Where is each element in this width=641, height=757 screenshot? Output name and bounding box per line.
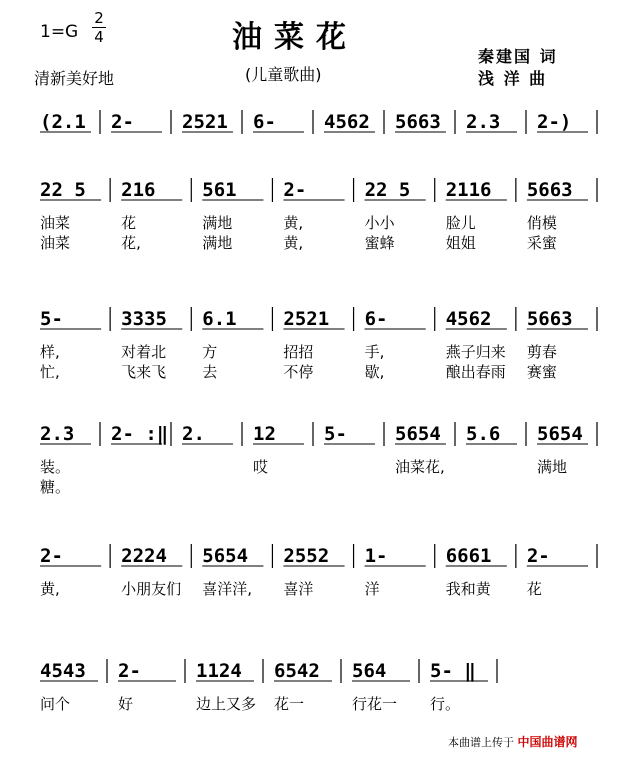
song-subtitle: (儿童歌曲) <box>245 65 322 84</box>
measure-notes: 2552 <box>283 545 330 567</box>
lyric-syllables: 糖。 <box>40 478 71 496</box>
lyric-syllables: 喜洋洋, <box>202 580 253 598</box>
key-signature: 1=G <box>40 22 79 42</box>
measure-notes: 5- ‖ <box>430 660 476 682</box>
measure-notes: 2.3 <box>466 111 501 133</box>
lyric-syllables: 问个 <box>40 695 71 713</box>
lyric-syllables: 花一 <box>274 695 305 713</box>
measure-notes: 2- <box>118 660 141 682</box>
lyric-syllables: 黄, <box>283 214 304 232</box>
measure-notes: 2521 <box>182 111 228 133</box>
upload-footer <box>448 733 578 750</box>
measure-notes: 12 <box>253 423 276 445</box>
lyric-syllables: 我和黄 <box>445 580 491 598</box>
measure-notes: 2-) <box>537 111 572 133</box>
measure-notes: 4543 <box>40 660 86 682</box>
lyric-syllables: 行。 <box>430 695 461 713</box>
lyric-syllables: 行花一 <box>352 695 398 713</box>
lyric-syllables: 燕子归来 <box>445 343 506 361</box>
lyric-syllables: 采蜜 <box>526 234 557 252</box>
lyric-syllables: 油菜 <box>40 234 71 252</box>
lyric-syllables: 花 <box>526 580 542 598</box>
meter-bottom: 4 <box>94 28 104 46</box>
measure-notes: 2. <box>182 423 205 445</box>
measure-notes: 2- <box>40 545 63 567</box>
lyric-syllables: 黄, <box>283 234 304 252</box>
measure-notes: 6.1 <box>202 308 237 330</box>
measure-notes: 2224 <box>121 545 167 567</box>
lyric-syllables: 满地 <box>202 214 233 232</box>
measure-notes: 22 5 <box>364 179 411 201</box>
measure-notes: 4562 <box>324 111 370 133</box>
measure-notes: 2- <box>283 179 307 201</box>
lyric-syllables: 蜜蜂 <box>364 234 395 252</box>
composer-credit: 浅 洋 曲 <box>478 69 548 88</box>
measure-notes: 22 5 <box>40 179 86 201</box>
lyric-syllables: 油菜花, <box>395 458 445 476</box>
lyric-syllables: 小小 <box>364 214 395 232</box>
footer-site-logo: 中国曲谱网 <box>517 735 578 749</box>
measure-notes: 2- <box>111 111 134 133</box>
lyric-syllables: 酿出春雨 <box>445 363 506 381</box>
measure-notes: 5654 <box>537 423 583 445</box>
measure-notes: 216 <box>121 179 156 201</box>
measure-notes: 2116 <box>445 179 492 201</box>
measure-notes: 1- <box>364 545 388 567</box>
measure-notes: 5.6 <box>466 423 501 445</box>
measure-notes: 2- <box>526 545 550 567</box>
lyricist-credit: 秦建国 词 <box>478 47 558 66</box>
lyric-syllables: 黄, <box>40 580 60 598</box>
measure-notes: (2.1 <box>40 111 86 133</box>
measure-notes: 5- <box>40 308 63 330</box>
measure-notes: 5654 <box>202 545 249 567</box>
lyric-syllables: 装。 <box>40 458 71 476</box>
lyric-syllables: 飞来飞 <box>121 363 167 381</box>
lyric-syllables: 不停 <box>283 363 314 381</box>
lyric-syllables: 赛蜜 <box>526 363 557 381</box>
measure-notes: 6- <box>253 111 276 133</box>
lyric-syllables: 油菜 <box>40 214 71 232</box>
measure-notes: 6- <box>364 308 388 330</box>
lyric-syllables: 姐姐 <box>445 234 476 252</box>
lyric-syllables: 好 <box>118 695 134 713</box>
measure-notes: 2.3 <box>40 423 75 445</box>
measure-notes: 4562 <box>445 308 492 330</box>
measure-notes: 5654 <box>395 423 441 445</box>
lyric-syllables: 小朋友们 <box>121 580 182 598</box>
lyric-syllables: 洋 <box>364 580 380 598</box>
lyric-syllables: 忙, <box>40 363 60 381</box>
lyric-syllables: 俏模 <box>526 214 557 232</box>
measure-notes: 5663 <box>526 179 573 201</box>
song-title: 油菜花 <box>232 20 358 55</box>
measure-notes: 564 <box>352 660 387 682</box>
measure-notes: 5663 <box>395 111 441 133</box>
meter-top: 2 <box>94 9 104 27</box>
tempo-marking: 清新美好地 <box>34 69 115 88</box>
lyric-syllables: 对着北 <box>121 343 167 361</box>
measure-notes: 6661 <box>445 545 492 567</box>
measure-notes: 3335 <box>121 308 167 330</box>
footer-label: 本曲谱上传于 <box>448 736 514 749</box>
lyric-syllables: 花 <box>121 214 137 232</box>
lyric-syllables: 哎 <box>253 458 269 476</box>
lyric-syllables: 样, <box>40 343 60 361</box>
measure-notes: 5663 <box>526 308 573 330</box>
lyric-syllables: 方 <box>202 343 218 361</box>
measure-notes: 2521 <box>283 308 330 330</box>
lyric-syllables: 满地 <box>202 234 233 252</box>
measure-notes: 1124 <box>196 660 242 682</box>
measure-notes: 2- :‖ <box>111 423 169 445</box>
measure-notes: 561 <box>202 179 237 201</box>
lyric-syllables: 歇, <box>364 363 385 381</box>
lyric-syllables: 脸儿 <box>445 214 476 232</box>
lyric-syllables: 手, <box>364 343 385 361</box>
lyric-syllables: 招招 <box>283 343 314 361</box>
lyric-syllables: 去 <box>202 363 218 381</box>
measure-notes: 6542 <box>274 660 320 682</box>
lyric-syllables: 边上又多 <box>196 695 257 713</box>
measure-notes: 5- <box>324 423 347 445</box>
lyric-syllables: 剪春 <box>526 343 557 361</box>
lyric-syllables: 花, <box>121 234 141 252</box>
lyric-syllables: 满地 <box>537 458 568 476</box>
lyric-syllables: 喜洋 <box>283 580 314 598</box>
